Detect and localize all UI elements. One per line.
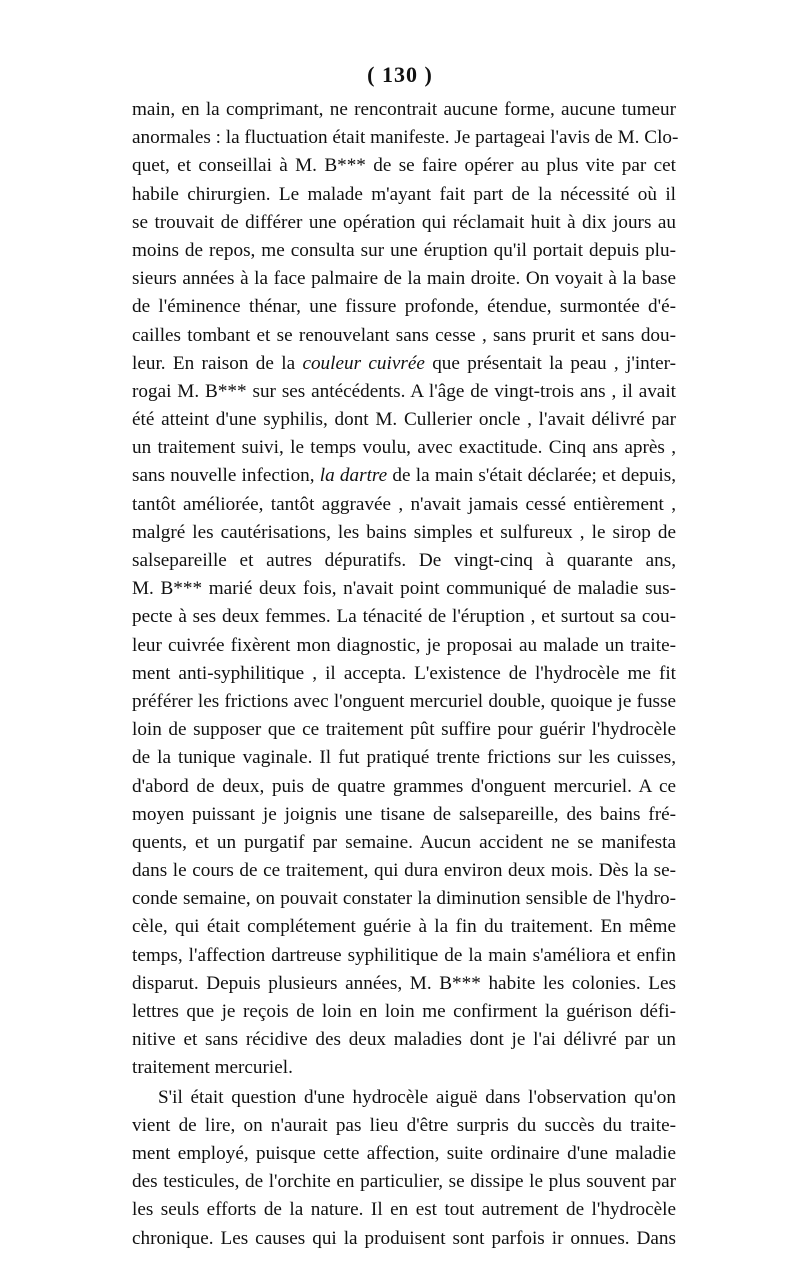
text-line: rogai M. B*** sur ses antécédents. A l'âge de vingt-trois ans , il avait [132, 380, 676, 402]
body-text [132, 96, 679, 1253]
text-line: cailles tombant et se renouvelant sans cesse , sans prurit et sans dou- [132, 324, 676, 346]
text-line: salsepareille et autres dépuratifs. De vingt-cinq à quarante ans, [132, 550, 676, 571]
text-line: moyen puissant je joignis une tisane de salsepareille, des bains fré- [132, 803, 676, 825]
text-line: de l'éminence thénar, une fissure profonde, étendue, surmontée d'é- [132, 296, 676, 318]
text-line: habile chirurgien. Le malade m'ayant fait part de la nécessité où il [132, 183, 676, 205]
paragraph-2 [132, 1084, 676, 1253]
text-line: ment anti-syphilitique , il accepta. L'existence de l'hydrocèle me fit [132, 662, 676, 684]
text-line: loin de supposer que ce traitement pût suffire pour guérir l'hydrocèle [132, 719, 676, 741]
text-line: S'il était question d'une hydrocèle aiguë dans l'observation qu'on [158, 1086, 676, 1108]
text-line: préférer les frictions avec l'onguent mercuriel double, quoique je fusse [132, 690, 676, 712]
text-line: main, en la comprimant, ne rencontrait aucune forme, aucune tumeur [132, 99, 676, 120]
text-line: leur cuivrée fixèrent mon diagnostic, je proposai au malade un traite- [132, 634, 676, 656]
text-line: quents, et un purgatif par semaine. Aucun accident ne se manifesta [132, 831, 676, 853]
text-line: nitive et sans récidive des deux maladies dont je l'ai délivré par un [132, 1029, 676, 1051]
text-line: ment employé, puisque cette affection, suite ordinaire d'une maladie [132, 1142, 676, 1164]
text-line: leur. En raison de la couleur cuivrée que présentait la peau , j'inter- [132, 352, 677, 374]
text-line: chronique. Les causes qui la produisent sont parfois ir onnues. Dans [132, 1227, 676, 1249]
text-line: se trouvait de différer une opération qui réclamait huit à dix jours au [132, 211, 676, 233]
text-line: conde semaine, on pouvait constater la diminution sensible de l'hydro- [132, 888, 676, 910]
text-line: anormales : la fluctuation était manifeste. Je partageai l'avis de M. Clo- [132, 127, 679, 149]
text-line: temps, l'affection dartreuse syphilitique de la main s'améliora et enfin [132, 944, 676, 966]
text-line: les seuls efforts de la nature. Il en est tout autrement de l'hydrocèle [132, 1199, 676, 1221]
text-line: des testicules, de l'orchite en particulier, se dissipe le plus souvent par [132, 1171, 676, 1193]
italic-phrase: la dartre [319, 465, 388, 487]
text-line: quet, et conseillai à M. B*** de se faire opérer au plus vite par cet [132, 155, 676, 177]
text-line: malgré les cautérisations, les bains simples et sulfureux , le sirop de [132, 521, 676, 543]
text-line: dans le cours de ce traitement, qui dura environ deux mois. Dès la se- [132, 860, 676, 882]
text-line: cèle, qui était complétement guérie à la fin du traitement. En même [132, 916, 676, 938]
text-line: sieurs années à la face palmaire de la main droite. On voyait à la base [132, 268, 676, 290]
italic-phrase: couleur cuivrée [302, 352, 425, 374]
text-line: M. B*** marié deux fois, n'avait point communiqué de maladie sus- [132, 578, 676, 600]
text-line: un traitement suivi, le temps voulu, avec exactitude. Cinq ans après , [132, 437, 676, 459]
text-line: d'abord de deux, puis de quatre grammes d'onguent mercuriel. A ce [132, 775, 676, 797]
paragraph-1 [132, 96, 679, 1083]
text-line: traitement mercuriel. [132, 1057, 293, 1079]
text-line: moins de repos, me consulta sur une éruption qu'il portait depuis plu- [132, 239, 676, 261]
text-line: été atteint d'une syphilis, dont M. Cullerier oncle , l'avait délivré par [132, 409, 676, 431]
text-line: tantôt améliorée, tantôt aggravée , n'avait jamais cessé entièrement , [132, 493, 676, 515]
text-line: pecte à ses deux femmes. La ténacité de l'éruption , et surtout sa cou- [132, 606, 676, 628]
text-line: lettres que je reçois de loin en loin me confirment la guérison défi- [132, 1001, 676, 1022]
text-line: de la tunique vaginale. Il fut pratiqué trente frictions sur les cuisses, [132, 747, 676, 769]
text-line: disparut. Depuis plusieurs années, M. B*** habite les colonies. Les [132, 972, 676, 994]
text-line: vient de lire, on n'aurait pas lieu d'être surpris du succès du traite- [132, 1114, 676, 1136]
page-number: ( 130 ) [367, 62, 433, 87]
text-line: sans nouvelle infection, la dartre de la main s'était déclarée; et depuis, [132, 465, 676, 487]
